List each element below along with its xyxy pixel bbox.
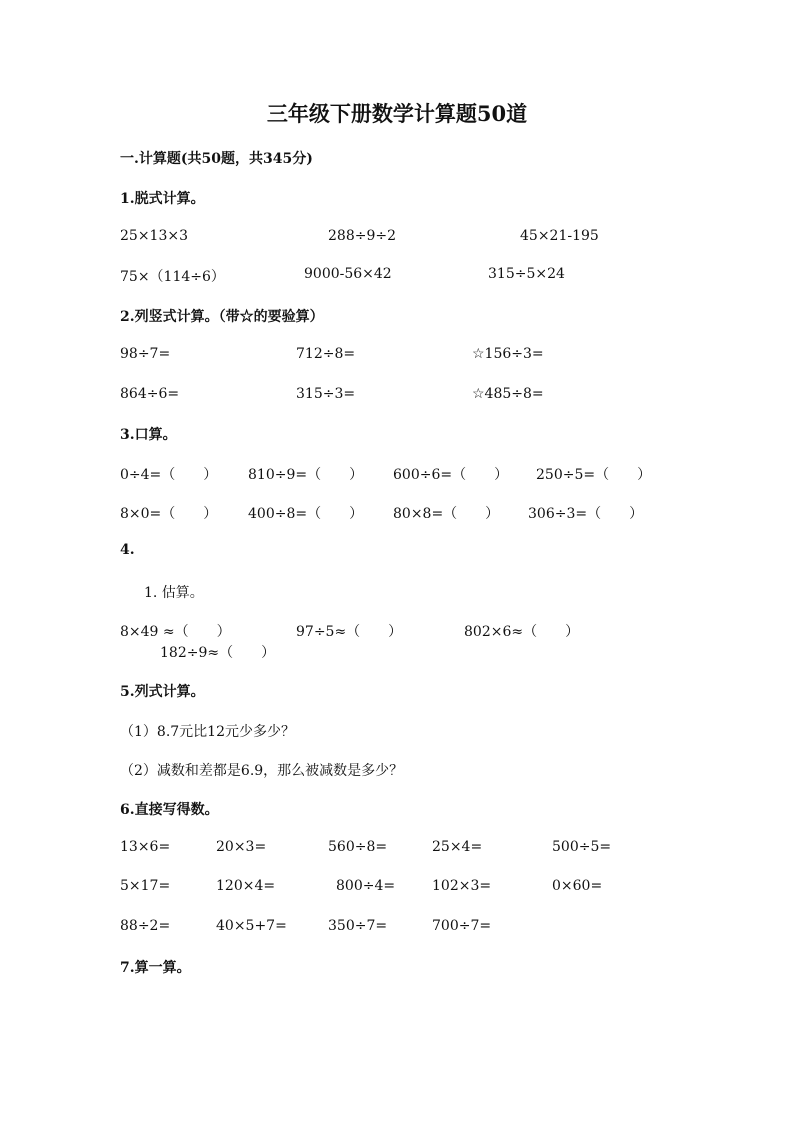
expression: 120×4=	[216, 878, 276, 894]
expression: 560÷8=	[328, 839, 388, 855]
expression: 864÷6=	[120, 386, 180, 402]
expression: 350÷7=	[328, 918, 388, 934]
expression: 600÷6=（ ）	[393, 467, 509, 483]
expression: 5×17=	[120, 878, 171, 894]
expression: ☆156÷3=	[472, 346, 544, 362]
section-2-heading: 2.列竖式计算。（带☆的要验算）	[120, 309, 324, 325]
section-6-heading: 6.直接写得数。	[120, 802, 219, 818]
section-1-heading: 1.脱式计算。	[120, 191, 205, 207]
expression: 45×21-195	[520, 228, 599, 244]
section-5-heading: 5.列式计算。	[120, 684, 205, 700]
expression: 802×6≈（ ）	[464, 624, 580, 640]
expression: 88÷2=	[120, 918, 171, 934]
expression: 810÷9=（ ）	[248, 467, 364, 483]
expression: 315÷5×24	[488, 266, 565, 282]
expression: 712÷8=	[296, 346, 356, 362]
expression: 0÷4=（ ）	[120, 467, 218, 483]
expression: 75×（114÷6）	[120, 269, 225, 285]
expression: 306÷3=（ ）	[528, 506, 644, 522]
expression: 25×4=	[432, 839, 483, 855]
expression: 700÷7=	[432, 918, 492, 934]
expression: 97÷5≈（ ）	[296, 624, 403, 640]
expression: 400÷8=（ ）	[248, 506, 364, 522]
expression: 800÷4=	[336, 878, 396, 894]
expression: 182÷9≈（ ）	[160, 645, 276, 661]
expression: 500÷5=	[552, 839, 612, 855]
expression: 102×3=	[432, 878, 492, 894]
expression: ☆485÷8=	[472, 386, 544, 402]
expression: 13×6=	[120, 839, 171, 855]
expression: 8×49 ≈（ ）	[120, 624, 231, 640]
part-heading: 一.计算题(共50题，共345分)	[120, 151, 313, 167]
expression: 80×8=（ ）	[393, 506, 500, 522]
page-title: 三年级下册数学计算题50道	[266, 101, 528, 126]
expression: 40×5+7=	[216, 918, 287, 934]
expression: 315÷3=	[296, 386, 356, 402]
section-4-heading: 4.	[120, 542, 135, 558]
word-problem-2: （2）减数和差都是6.9，那么被减数是多少？	[120, 763, 404, 779]
word-problem-1: （1）8.7元比12元少多少？	[120, 724, 295, 740]
section-3-heading: 3.口算。	[120, 427, 177, 443]
expression: 288÷9÷2	[328, 228, 396, 244]
expression: 25×13×3	[120, 228, 188, 244]
section-7-heading: 7.算一算。	[120, 960, 191, 976]
expression: 0×60=	[552, 878, 603, 894]
expression: 250÷5=（ ）	[536, 467, 652, 483]
section-4-subheading: 1. 估算。	[144, 585, 204, 601]
expression: 98÷7=	[120, 346, 171, 362]
expression: 20×3=	[216, 839, 267, 855]
expression: 8×0=（ ）	[120, 506, 218, 522]
expression: 9000-56×42	[304, 266, 392, 282]
